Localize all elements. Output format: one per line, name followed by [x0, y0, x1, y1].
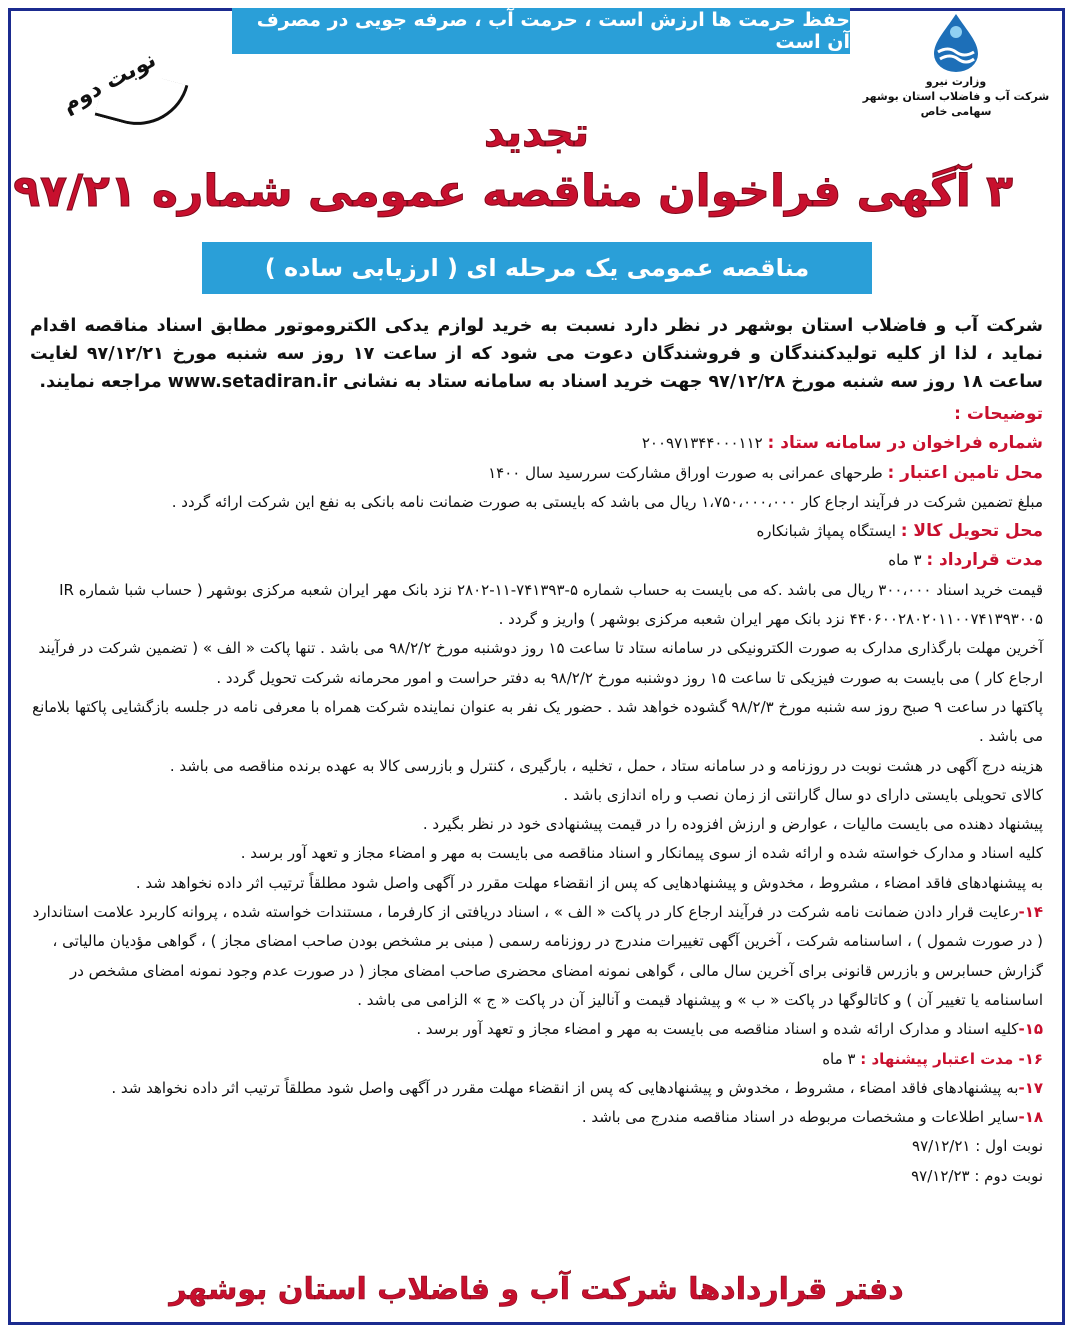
- setad-number-value: ۲۰۰۹۷۱۳۴۴۰۰۰۱۱۲: [641, 434, 763, 453]
- round-1-date: ۹۷/۱۲/۲۱: [912, 1137, 971, 1156]
- round-stamp: نوبت دوم: [58, 47, 161, 118]
- item-17: [30, 1074, 1043, 1103]
- item-14-text: رعایت قرار دادن ضمانت نامه شرکت در فرآیند ارجاع کار در پاکت « الف » ، اسناد دریافتی از کارفرما ، مستندات خواسته شده ، پروانه کاربرد علامت استاندارد ( در صورت شمول ) ، اساسنامه شرکت ، آخرین آگهی تغییرات مندرج در روزنامه رسمی ( مبنی بر مشخص بودن صاحب امضای مجاز ) ، گواهی مؤدیان مالیاتی ، گزارش حسابرس و بازرس قانونی برای آخرین سال مالی ، گواهی نمونه امضای محضری صاحب امضای مجاز ( در صورت عدم وجود نمونه امضای مشخص در اساسنامه یا تغییر آن ) و کاتالوگها در پاکت « ب » و پیشنهاد قیمت و آنالیز آن در پاکت « ج » الزامی می باشد .: [32, 903, 1043, 1009]
- docs-sign-text: کلیه اسناد و مدارک خواسته شده و ارائه شده از سوی پیمانکار و اسناد مناقصه می بایست به مهر و امضاء مجاز و تعهد آور برسد .: [240, 844, 1043, 863]
- duration-value: ۳ ماه: [888, 551, 922, 570]
- round-2-date: ۹۷/۱۲/۲۳: [911, 1166, 970, 1185]
- duration-row: [30, 546, 1043, 575]
- item-16: [30, 1045, 1043, 1074]
- ad-cost-text: هزینه درج آگهی در هشت نوبت در روزنامه و در سامانه ستاد ، حمل ، تخلیه ، بارگیری ، کنترل و بازرسی کالا به عهده برنده مناقصه می باشد .: [169, 756, 1043, 775]
- taxes-text: پیشنهاد دهنده می بایست مالیات ، عوارض و ارزش افزوده را در قیمت پیشنهادی خود در نظر بگیرد .: [422, 815, 1043, 834]
- delivery-label: محل تحویل کالا :: [900, 521, 1043, 542]
- round-1-label: نوبت اول :: [975, 1137, 1043, 1156]
- item-16-value: ۳ ماه: [822, 1049, 856, 1068]
- item-16-label: ۱۶- مدت اعتبار پیشنهاد :: [860, 1049, 1043, 1068]
- funding-value: طرحهای عمرانی به صورت اوراق مشارکت سررسید سال ۱۴۰۰: [488, 463, 883, 482]
- intro-paragraph: شرکت آب و فاضلاب استان بوشهر در نظر دارد نسبت به خرید لوازم یدکی الکتروموتور مطابق اسناد مناقصه اقدام نماید ، لذا از کلیه تولیدکنندگان و فروشندگان دعوت می شود که از ساعت ۱۷ روز سه شنبه مورخ ۹۷/۱۲/۲۱ لغایت ساعت ۱۸ روز سه شنبه مورخ ۹۷/۱۲/۲۸ جهت خرید اسناد به سامانه ستاد به نشانی www.setadiran.ir مراجعه نمایند.: [30, 316, 1044, 392]
- round-2-label: نوبت دوم :: [974, 1166, 1043, 1185]
- footer-signature: دفتر قراردادها شرکت آب و فاضلاب استان بوشهر: [169, 1272, 904, 1307]
- slogan-banner: [232, 8, 850, 54]
- delivery-value: ایستگاه پمپاژ شبانکاره: [756, 522, 896, 541]
- duration-label: مدت قرارداد :: [926, 550, 1043, 571]
- item-15-text: کلیه اسناد و مدارک ارائه شده و اسناد مناقصه می بایست به مهر و امضاء مجاز و تعهد آور برسد .: [416, 1020, 1019, 1039]
- logo-company-name: شرکت آب و فاضلاب استان بوشهر: [862, 90, 1050, 103]
- setad-number-label: شماره فراخوان در سامانه ستاد :: [767, 433, 1043, 454]
- item-14-number: ۱۴-: [1018, 903, 1043, 922]
- item-17-number: ۱۷-: [1018, 1078, 1043, 1097]
- tender-type-text: مناقصه عمومی یک مرحله ای ( ارزیابی ساده ): [264, 254, 810, 282]
- item-15: [30, 1015, 1043, 1044]
- tender-type-banner: [202, 242, 872, 294]
- logo-ministry-name: وزارت نیرو: [925, 75, 987, 88]
- renewal-title: تجدید: [483, 110, 590, 156]
- item-18-number: ۱۸-: [1018, 1108, 1043, 1127]
- item-18-text: سایر اطلاعات و مشخصات مربوطه در اسناد مناقصه مندرج می باشد .: [581, 1108, 1019, 1127]
- details-body: [30, 400, 1043, 1191]
- setad-number-row: [30, 429, 1043, 458]
- item-17-text: به پیشنهادهای فاقد امضاء ، مشروط ، مخدوش و پیشنهادهایی که پس از انقضاء مهلت مقرر در آگهی واصل شود مطلقاً ترتیب اثر داده نخواهد شد .: [111, 1078, 1019, 1097]
- guarantee-text: مبلغ تضمین شرکت در فرآیند ارجاع کار ۱،۷۵۰،۰۰۰،۰۰۰ ریال می باشد که بایستی به صورت ضمانت نامه بانکی به نفع این شرکت ارائه گردد .: [171, 492, 1043, 511]
- late-offers-text: به پیشنهادهای فاقد امضاء ، مشروط ، مخدوش و پیشنهادهایی که پس از انقضاء مهلت مقرر در آگهی واصل شود مطلقاً ترتیب اثر داده نخواهد شد .: [135, 873, 1043, 892]
- round-1-row: [30, 1132, 1043, 1161]
- water-drop-icon: [924, 12, 988, 74]
- item-15-number: ۱۵-: [1018, 1020, 1043, 1039]
- notes-title: توضیحات :: [954, 404, 1043, 424]
- tender-headline: ۳ آگهی فراخوان مناقصه عمومی شماره ۹۷/۲۱: [13, 166, 1013, 217]
- item-14: [30, 898, 1043, 1015]
- funding-row: [30, 459, 1043, 488]
- item-18: [30, 1103, 1043, 1132]
- price-text: قیمت خرید اسناد ۳۰۰،۰۰۰ ریال می باشد .که می بایست به حساب شماره ۵-۷۴۱۳۹۳-۱۱-۲۸۰۲ نزد بانک مهر ایران شعبه مرکزی بوشهر ( حساب شبا شماره IR ۴۴۰۶۰۰۲۸۰۲۰۱۱۰۰۷۴۱۳۹۳۰۰۵ نزد بانک مهر ایران شعبه مرکزی بوشهر ) واریز و گردد .: [59, 580, 1043, 629]
- round-2-row: [30, 1162, 1043, 1191]
- warranty-text: کالای تحویلی بایستی دارای دو سال گارانتی از زمان نصب و راه اندازی باشد .: [563, 785, 1043, 804]
- funding-label: محل تامین اعتبار :: [887, 462, 1043, 483]
- opening-text: پاکتها در ساعت ۹ صبح روز سه شنبه مورخ ۹۸/۲/۳ گشوده خواهد شد . حضور یک نفر به عنوان نماینده شرکت همراه با معرفی نامه در جلسه بازگشایی پاکتها بلامانع می باشد .: [32, 697, 1043, 746]
- delivery-row: [30, 517, 1043, 546]
- logo-company-type: سهامی خاص: [920, 105, 992, 118]
- deadline-text: آخرین مهلت بارگذاری مدارک به صورت الکترونیکی در سامانه ستاد تا ساعت ۱۵ روز دوشنبه مورخ ۹۸/۲/۲ می باشد . تنها پاکت « الف » ( تضمین شرکت در فرآیند ارجاع کار ) می بایست به صورت فیزیکی تا ساعت ۱۵ روز دوشنبه مورخ ۹۸/۲/۲ به دفتر حراست و امور محرمانه شرکت تحویل گردد .: [38, 639, 1043, 687]
- slogan-text: حفظ حرمت ها ارزش است ، حرمت آب ، صرفه جویی در مصرف آن است: [256, 9, 850, 53]
